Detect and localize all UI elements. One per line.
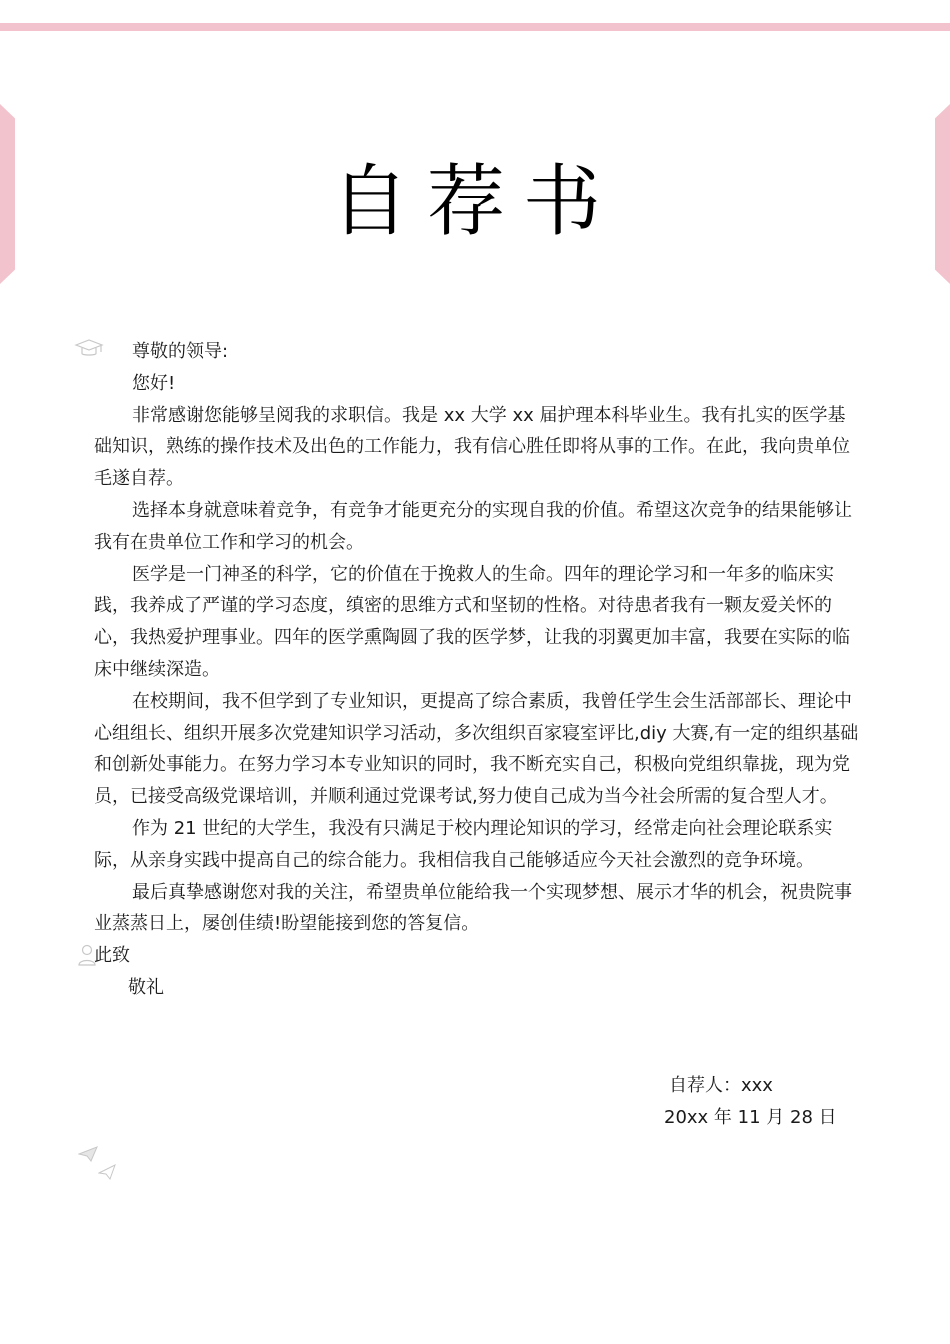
closing: 此致 — [94, 945, 130, 967]
signature-name: 自荐人：xxx — [669, 1075, 773, 1096]
paragraph: 在校期间，我不但学到了专业知识，更提高了综合素质，我曾任学生会生活部部长、理论中心组组长、组织开展多次党建知识学习活动，多次组织百家寝室评比,diy 大赛,有一定的组织基础和创新处事能力。在努力学习本专业知识的同时，我不断充实自己，积极向党组织靠拢，现为党员，已接受高级党课培训，并顺利通过党课考试,努力使自己成为当今社会所需的复合型人才。 — [94, 690, 859, 808]
paper-plane-outline-icon — [98, 1164, 116, 1184]
signature-date: 20xx 年 11 月 28 日 — [664, 1107, 837, 1128]
document-title: 自荐书 — [330, 157, 619, 248]
regards: 敬礼 — [128, 976, 164, 998]
greeting: 您好! — [132, 372, 176, 394]
paragraph: 选择本身就意味着竞争，有竞争才能更充分的实现自我的价值。希望这次竞争的结果能够让我有在贵单位工作和学习的机会。 — [94, 499, 852, 553]
paragraph: 非常感谢您能够呈阅我的求职信。我是 xx 大学 xx 届护理本科毕业生。我有扎实的医学基础知识，熟练的操作技术及出色的工作能力，我有信心胜任即将从事的工作。在此，我向贵单位毛遂自荐。 — [94, 404, 850, 490]
signature-block — [664, 1070, 837, 1134]
salutation: 尊敬的领导: — [132, 341, 229, 362]
top-accent-bar — [0, 23, 950, 31]
paragraph: 医学是一门神圣的科学，它的价值在于挽救人的生命。四年的理论学习和一年多的临床实践，我养成了严谨的学习态度，缜密的思维方式和坚韧的性格。对待患者我有一颗友爱关怀的心，我热爱护理事业。四年的医学熏陶圆了我的医学梦，让我的羽翼更加丰富，我要在实际的临床中继续深造。 — [94, 563, 850, 680]
letter-body — [94, 336, 860, 1004]
paper-plane-icon — [78, 1146, 98, 1166]
paragraph: 作为 21 世纪的大学生，我没有只满足于校内理论知识的学习，经常走向社会理论联系实际，从亲身实践中提高自己的综合能力。我相信我自己能够适应今天社会激烈的竞争环境。 — [94, 817, 833, 871]
paragraph: 最后真挚感谢您对我的关注，希望贵单位能给我一个实现梦想、展示才华的机会，祝贵院事业蒸蒸日上，屡创佳绩!盼望能接到您的答复信。 — [94, 881, 852, 935]
